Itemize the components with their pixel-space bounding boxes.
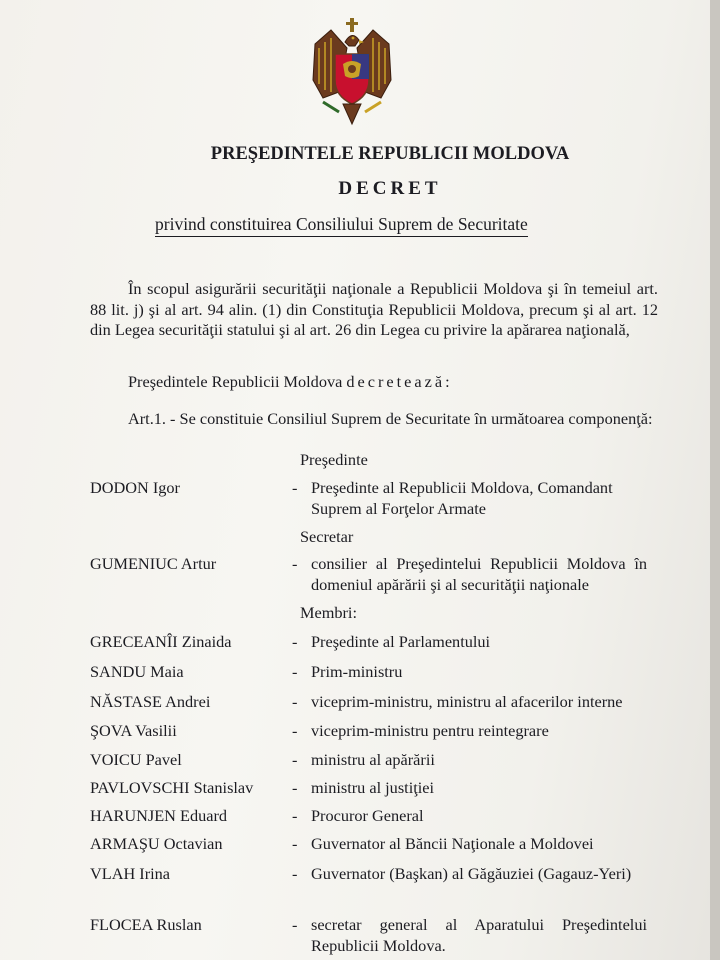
member-name: ARMAŞU Octavian bbox=[90, 834, 223, 853]
member-role: Guvernator al Băncii Naţionale a Moldovei bbox=[311, 834, 594, 853]
decree-formula bbox=[128, 372, 668, 393]
document-type: DECRET bbox=[338, 178, 442, 199]
preamble-paragraph: În scopul asigurării securităţii naţionale a Republicii Moldova şi în temeiul art. 88 lit. j) şi al art. 94 alin. (1) din Constituţia Republicii Moldova, precum şi al art. 12 din Legea securităţii statului şi al art. 26 din Legea cu privire la apărarea naţională, bbox=[90, 279, 658, 339]
section-secretary: Secretar bbox=[300, 527, 354, 546]
separator-dash: - bbox=[292, 806, 298, 825]
separator-dash: - bbox=[292, 662, 298, 681]
moldova-coat-of-arms-icon bbox=[309, 18, 395, 126]
section-president: Preşedinte bbox=[300, 450, 368, 469]
member-role: Prim-ministru bbox=[311, 662, 403, 681]
member-name: FLOCEA Ruslan bbox=[90, 915, 202, 934]
member-name: GUMENIUC Artur bbox=[90, 554, 217, 573]
member-name: VLAH Irina bbox=[90, 864, 171, 883]
member-name: DODON Igor bbox=[90, 478, 180, 497]
separator-dash: - bbox=[292, 778, 298, 797]
separator-dash: - bbox=[292, 834, 298, 853]
separator-dash: - bbox=[292, 632, 298, 651]
member-role: Preşedinte al Parlamentului bbox=[311, 632, 491, 651]
decree-issuer: Preşedintele Republicii Moldova bbox=[128, 372, 347, 391]
member-role: secretar general al Aparatului Preşedintelui Republicii Moldova. bbox=[311, 915, 647, 955]
member-role: consilier al Preşedintelui Republicii Moldova în domeniul apărării şi al securităţii naţionale bbox=[311, 554, 647, 594]
member-name: VOICU Pavel bbox=[90, 750, 182, 769]
separator-dash: - bbox=[292, 554, 298, 573]
separator-dash: - bbox=[292, 864, 298, 883]
member-name: HARUNJEN Eduard bbox=[90, 806, 228, 825]
member-name: PAVLOVSCHI Stanislav bbox=[90, 778, 254, 797]
member-name: NĂSTASE Andrei bbox=[90, 692, 211, 711]
decree-verb: decretează: bbox=[346, 372, 453, 391]
member-role: ministru al apărării bbox=[311, 750, 435, 769]
member-role: ministru al justiţiei bbox=[311, 778, 435, 797]
member-role: viceprim-ministru pentru reintegrare bbox=[311, 721, 549, 740]
decree-subject: privind constituirea Consiliului Suprem de Securitate bbox=[155, 214, 528, 237]
member-name: SANDU Maia bbox=[90, 662, 184, 681]
member-role: Preşedinte al Republicii Moldova, Comandant Suprem al Forţelor Armate bbox=[311, 478, 613, 518]
issuer-title: PREŞEDINTELE REPUBLICII MOLDOVA bbox=[210, 144, 570, 164]
article-1: Art.1. - Se constituie Consiliul Suprem de Securitate în următoarea componenţă: bbox=[128, 409, 653, 428]
member-role: Procuror General bbox=[311, 806, 424, 825]
separator-dash: - bbox=[292, 721, 298, 740]
section-members: Membri: bbox=[300, 603, 357, 622]
member-name: ŞOVA Vasilii bbox=[90, 721, 177, 740]
separator-dash: - bbox=[292, 478, 298, 497]
separator-dash: - bbox=[292, 692, 298, 711]
member-role: Guvernator (Başkan) al Găgăuziei (Gagauz-Yeri) bbox=[311, 864, 632, 883]
member-name: GRECEANÎI Zinaida bbox=[90, 632, 232, 651]
separator-dash: - bbox=[292, 750, 298, 769]
member-role: viceprim-ministru, ministru al afacerilor interne bbox=[311, 692, 623, 711]
separator-dash: - bbox=[292, 915, 298, 934]
